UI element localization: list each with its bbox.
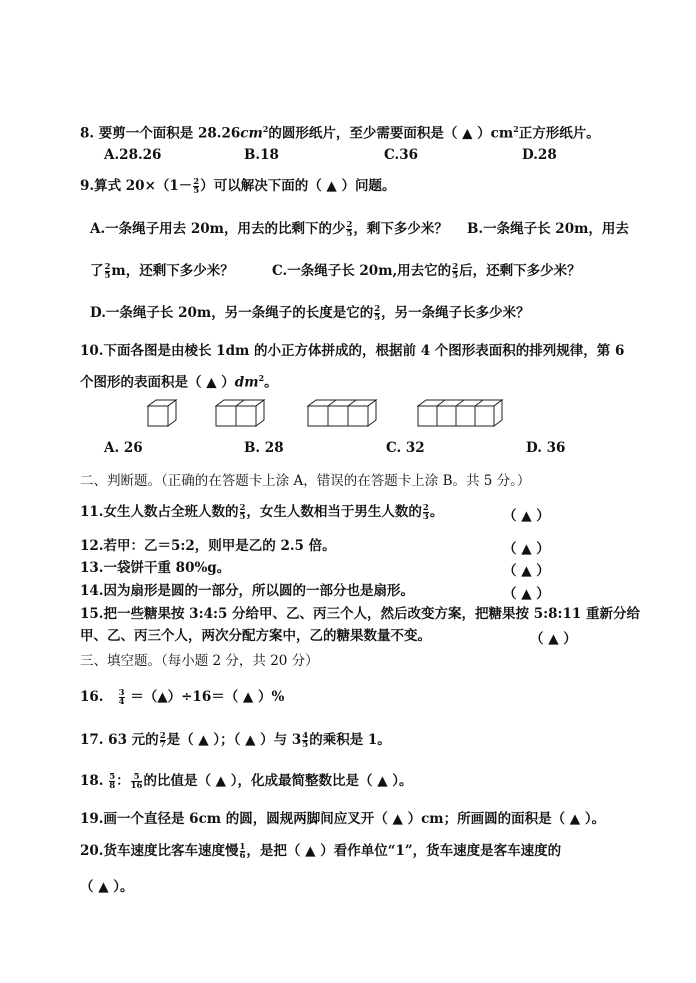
q10-option-a[interactable]: A. 26 (104, 440, 143, 456)
q12-stem: 12.若甲：乙＝5:2，则甲是乙的 2.5 倍。 (80, 538, 336, 554)
q15-stem-line1: 15.把一些糖果按 3:4:5 分给甲、乙、丙三个人，然后改变方案，把糖果按 5:8:11 重新分给 (80, 606, 640, 622)
q9-option-b[interactable]: B.一条绳子长 20m，用去 (467, 221, 629, 237)
q9-option-c[interactable]: C.一条绳子长 20m,用去它的 $\frac{2}{5}$ 后，还剩下多少米？ (272, 262, 581, 281)
q13-answer[interactable]: （ ▲ ） (503, 563, 550, 579)
q13-stem: 13.一袋饼干重 80%g。 (80, 560, 231, 576)
cube-figure-4 (418, 400, 502, 426)
cube-figure-3 (308, 400, 376, 426)
cube-figure-2 (216, 400, 264, 426)
q9-stem: 9.算式 20×（1－ $\frac{2}{5}$ ）可以解决下面的（ ▲ ）问题。 (80, 177, 396, 196)
q18-stem: 18. $\frac{5}{8}$ ： $\frac{5}{16}$ 的比值是（ ▲ ），化成最简整数比是（ ▲ ）。 (80, 772, 413, 791)
q14-answer[interactable]: （ ▲ ） (503, 586, 550, 602)
q10-option-b[interactable]: B. 28 (244, 440, 284, 456)
q20-stem-line1: 20.货车速度比客车速度慢 $\frac{1}{6}$ ，是把（ ▲ ）看作单位“1”，货车速度是客车速度的 (80, 842, 562, 861)
q9-option-b-continued: 了 $\frac{2}{5}$ m，还剩下多少米？ (90, 262, 234, 281)
q8-option-c[interactable]: C.36 (384, 147, 418, 163)
q11-stem: 11.女生人数占全班人数的 $\frac{2}{5}$ ，女生人数相当于男生人数的 $\frac{2}{3}$ 。 (80, 503, 444, 522)
q17-stem: 17. 63 元的 $\frac{2}{7}$ 是（ ▲ ）；（ ▲ ）与 3 $\frac{4}{5}$ 的乘积是 1。 (80, 731, 391, 750)
q15-answer[interactable]: （ ▲ ） (530, 631, 577, 647)
q9-option-d[interactable]: D.一条绳子长 20m，另一条绳子的长度是它的 $\frac{2}{5}$ ，另一条绳子长多少米？ (90, 304, 530, 323)
q8-option-b[interactable]: B.18 (244, 147, 279, 163)
cube-figures (0, 398, 696, 438)
section2-title: 二、判断题。（正确的在答题卡上涂 A，错误的在答题卡上涂 B。共 5 分。） (80, 473, 531, 489)
section3-title: 三、填空题。（每小题 2 分，共 20 分） (80, 653, 319, 669)
q8-option-a[interactable]: A.28.26 (104, 147, 162, 163)
q16-stem: 16. $\frac{3}{4}$ ＝（▲）÷16＝（ ▲ ）% (80, 688, 285, 707)
cube-figure-1 (148, 400, 176, 426)
q20-stem-line2: （ ▲ ）。 (80, 879, 134, 895)
q8-stem: 8. 要剪一个面积是 $28.26cm^2$的圆形纸片，至少需要面积是（ ▲ ）$cm^2$正方形纸片。 (80, 124, 600, 142)
q12-answer[interactable]: （ ▲ ） (503, 541, 550, 557)
q11-answer[interactable]: （ ▲ ） (503, 508, 550, 524)
q10-stem-line1: 10.下面各图是由棱长 1dm 的小正方体拼成的，根据前 4 个图形表面积的排列规律，第 6 (80, 343, 625, 359)
q9-option-a[interactable]: A.一条绳子用去 20m，用去的比剩下的少 $\frac{2}{5}$ ，剩下多少米？ (90, 220, 448, 239)
q8-option-d[interactable]: D.28 (522, 147, 557, 163)
q19-stem: 19.画一个直径是 6cm 的圆，圆规两脚间应叉开（ ▲ ）cm；所画圆的面积是（ ▲ ）。 (80, 811, 606, 827)
q10-option-d[interactable]: D. 36 (526, 440, 566, 456)
q15-stem-line2: 甲、乙、丙三个人，两次分配方案中，乙的糖果数量不变。 (80, 628, 431, 644)
q10-option-c[interactable]: C. 32 (386, 440, 425, 456)
q14-stem: 14.因为扇形是圆的一部分，所以圆的一部分也是扇形。 (80, 583, 414, 599)
q10-stem-line2: 个图形的表面积是（ ▲ ）$dm^2$。 (80, 373, 278, 391)
